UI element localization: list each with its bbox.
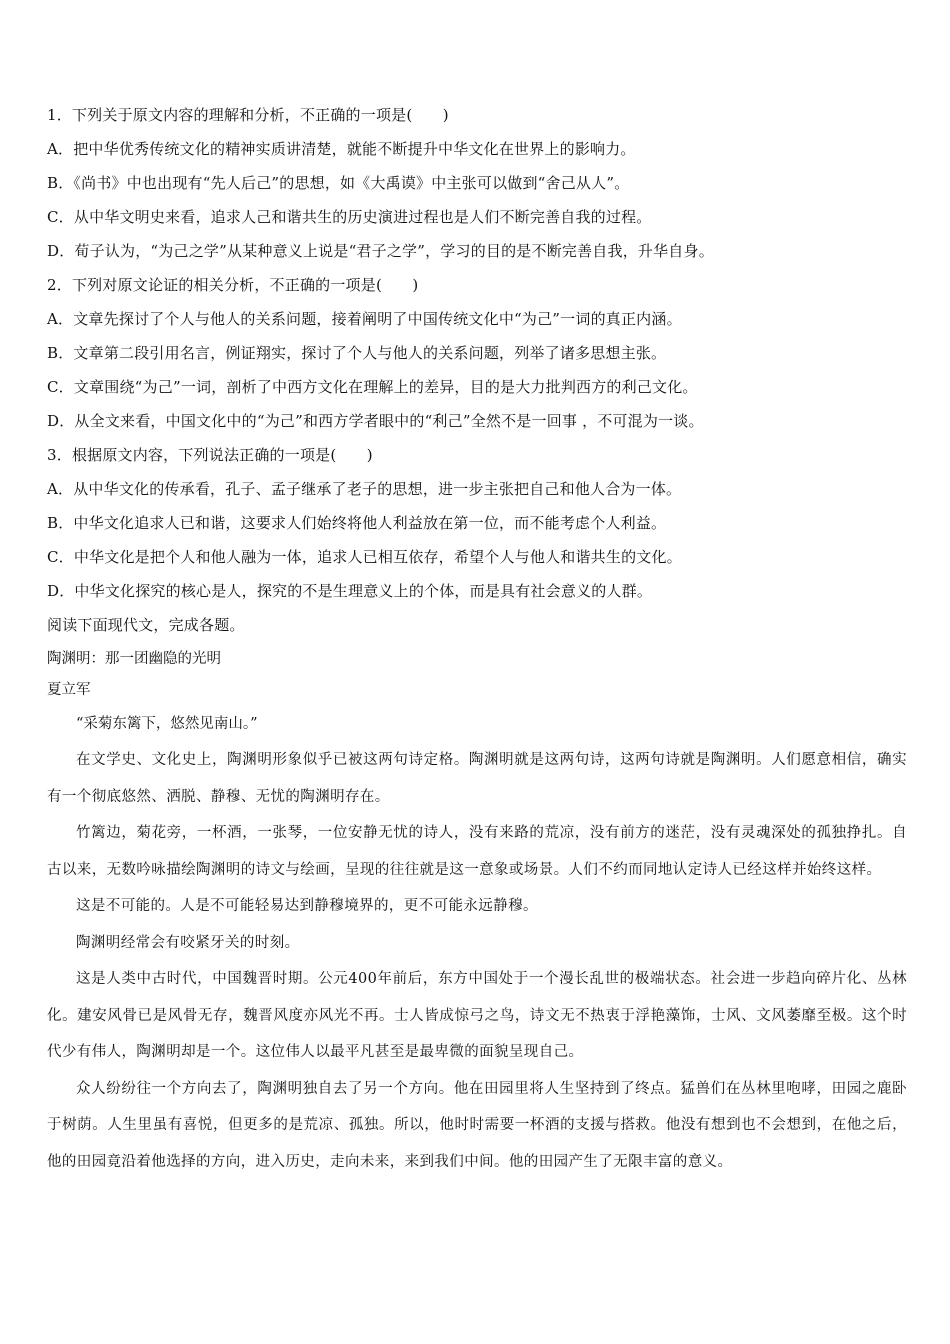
question-stem: 2．下列对原文论证的相关分析，不正确的一项是( ) (47, 276, 419, 294)
article-paragraph: 在文学史、文化史上，陶渊明形象似乎已被这两句诗定格。陶渊明就是这两句诗，这两句诗就是陶渊明。人们愿意相信，确实有一个彻底悠然、洒脱、静穆、无忧的陶渊明存在。 (47, 752, 907, 805)
option-c: C．从中华文明史来看，追求人己和谐共生的历史演进过程也是人们不断完善自我的过程。 (47, 208, 652, 226)
question-stem: 1．下列关于原文内容的理解和分析，不正确的一项是( ) (47, 106, 449, 124)
reading-instruction: 阅读下面现代文，完成各题。 (47, 616, 245, 634)
exam-page (47, 98, 907, 1180)
option-d: D．从全文来看，中国文化中的“为己”和西方学者眼中的“利己”全然不是一回事 ，不可混为一谈。 (47, 412, 704, 430)
article-paragraph: 陶渊明经常会有咬紧牙关的时刻。 (76, 934, 300, 951)
article-title: 陶渊明：那一团幽隐的光明 (47, 651, 221, 667)
option-a: A．把中华优秀传统文化的精神实质讲清楚，就能不断提升中华文化在世界上的影响力。 (47, 140, 636, 158)
article-paragraph: 这是不可能的。人是不可能轻易达到静穆境界的，更不可能永远静穆。 (76, 898, 538, 914)
option-b: B．《尚书》中也出现有“先人后己”的思想，如《大禹谟》中主张可以做到“舍己从人”。 (47, 174, 630, 192)
article-paragraph: 这是人类中古时代，中国魏晋时期。公元400年前后，东方中国处于一个漫长乱世的极端状态。社会进一步趋向碎片化、丛林化。建安风骨已是风骨无存，魏晋风度亦风光不再。士人皆成惊弓之鸟，诗文无不热衷于浮艳藻饰，士风、文风萎靡至极。这个时代少有伟人，陶渊明却是一个。这位伟人以最平凡甚至是最卑微的面貌呈现自己。 (47, 971, 907, 1060)
option-c: C．中华文化是把个人和他人融为一体，追求人已相互依存，希望个人与他人和谐共生的文化。 (47, 548, 682, 566)
option-d: D．荀子认为，“为己之学”从某种意义上说是“君子之学”，学习的目的是不断完善自我，升华自身。 (47, 242, 714, 260)
question-stem: 3．根据原文内容，下列说法正确的一项是( ) (47, 446, 373, 464)
option-a: A．文章先探讨了个人与他人的关系问题，接着阐明了中国传统文化中“为己”一词的真正内涵。 (47, 310, 682, 328)
question-3 (47, 438, 907, 608)
article-author: 夏立军 (47, 682, 91, 698)
option-a: A．从中华文化的传承看，孔子、孟子继承了老子的思想，进一步主张把自己和他人合为一体。 (47, 480, 682, 498)
question-2 (47, 268, 907, 438)
article-paragraph: 竹篱边，菊花旁，一杯酒，一张琴，一位安静无忧的诗人，没有来路的荒凉，没有前方的迷茫，没有灵魂深处的孤独挣扎。自古以来，无数吟咏描绘陶渊明的诗文与绘画，呈现的往往就是这一意象或场景。人们不约而同地认定诗人已经这样并始终这样。 (47, 825, 907, 878)
option-b: B．中华文化追求人已和谐，这要求人们始终将他人利益放在第一位，而不能考虑个人利益。 (47, 514, 667, 532)
option-c: C．文章围绕“为己”一词，剖析了中西方文化在理解上的差异，目的是大力批判西方的利己文化。 (47, 378, 698, 396)
option-d: D．中华文化探究的核心是人，探究的不是生理意义上的个体，而是具有社会意义的人群。 (47, 582, 653, 600)
article-paragraph: 众人纷纷往一个方向去了，陶渊明独自去了另一个方向。他在田园里将人生坚持到了终点。猛兽们在丛林里咆哮，田园之鹿卧于树荫。人生里虽有喜悦，但更多的是荒凉、孤独。所以，他时时需要一杯酒的支援与搭救。他没有想到也不会想到，在他之后，他的田园竟沿着他选择的方向，进入历史，走向未来，来到我们中间。他的田园产生了无限丰富的意义。 (47, 1080, 907, 1170)
question-1 (47, 98, 907, 268)
article-poem-quote: “采菊东篱下，悠然见南山。” (76, 716, 258, 732)
option-b: B．文章第二段引用名言，例证翔实，探讨了个人与他人的关系问题，列举了诸多思想主张。 (47, 344, 667, 362)
